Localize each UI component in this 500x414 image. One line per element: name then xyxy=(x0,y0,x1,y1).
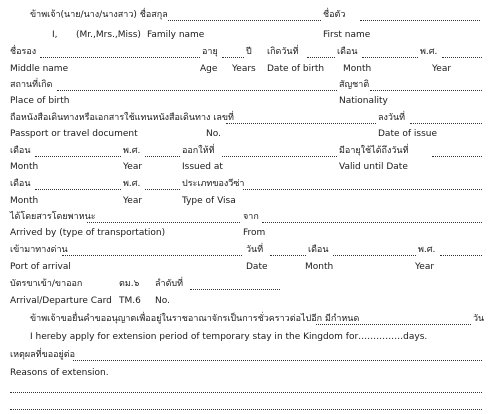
passport-no-label: No. xyxy=(206,129,221,139)
thai-firstname-label: ชื่อตัว xyxy=(323,10,346,20)
visa-type-field[interactable] xyxy=(243,188,482,190)
titles-label: (Mr.,Mrs.,Miss) xyxy=(76,30,141,40)
transport-field[interactable] xyxy=(87,221,240,223)
thai-nationality-label: สัญชาติ xyxy=(339,80,370,90)
first-name-label: First name xyxy=(323,30,371,40)
thai-issue-be-label: พ.ศ. xyxy=(123,146,141,156)
thai-issued-at-label: ออกให้ที่ xyxy=(182,146,215,156)
thai-issue-month-label: เดือน xyxy=(10,146,31,156)
thai-card-order-label: ลำดับที่ xyxy=(155,279,184,289)
arrival-month-field[interactable] xyxy=(333,254,416,256)
valid-month-label: Month xyxy=(10,196,39,206)
issue-year-label: Year xyxy=(123,162,143,172)
thai-tm6-label: ตม.๖ xyxy=(119,279,140,289)
nationality-field[interactable] xyxy=(370,89,482,91)
tm6-label: TM.6 xyxy=(119,296,141,306)
arrival-year-label: Year xyxy=(415,262,435,272)
thai-name-label: ข้าพเจ้า(นาย/นาง/นางสาว) ชื่อสกุล xyxy=(30,10,168,20)
thai-arrived-by-label: ได้โดยสารโดยพาหนะ xyxy=(10,212,96,222)
dob-year-field[interactable] xyxy=(442,56,482,58)
surname-field[interactable] xyxy=(168,19,321,21)
reasons-of-extension-label: Reasons of extension. xyxy=(10,368,109,378)
thai-age-label: อายุ xyxy=(202,47,218,57)
thai-arrival-be-label: พ.ศ. xyxy=(418,245,436,255)
thai-apply-label: ข้าพเจ้าขอยื่นคำขออนุญาตเพื่ออยู่ในราชอาณาจักรเป็นการชั่วคราวต่อไปอีก มีกำหนด xyxy=(30,314,360,324)
issued-at-label: Issued at xyxy=(182,162,223,172)
from-field[interactable] xyxy=(262,221,482,223)
issue-year-field[interactable] xyxy=(145,155,180,157)
thai-days-label: วัน xyxy=(473,314,485,324)
middle-name-label: Middle name xyxy=(10,64,69,74)
thai-arrival-month-label: เดือน xyxy=(308,245,329,255)
from-label: From xyxy=(243,228,266,238)
dob-day-field[interactable] xyxy=(307,56,335,58)
arrival-day-field[interactable] xyxy=(270,254,306,256)
thai-passport-label: ถือหนังสือเดินทางหรือเอกสารใช้แทนหนังสือเดินทาง เลขที่ xyxy=(10,113,234,123)
issue-month-label: Month xyxy=(10,162,39,172)
thai-issue-date-label: ลงวันที่ xyxy=(378,113,406,123)
thai-birthplace-label: สถานที่เกิด xyxy=(10,80,53,90)
port-of-arrival-label: Port of arrival xyxy=(10,262,71,272)
issue-month-field[interactable] xyxy=(35,155,121,157)
thai-dob-label: เกิดวันที่ xyxy=(267,47,299,57)
thai-port-label: เข้ามาทางด่าน xyxy=(10,245,68,255)
arrival-date-label: Date xyxy=(246,262,268,272)
years-label: Years xyxy=(232,64,256,74)
i-label: I, xyxy=(52,30,58,40)
birthplace-field[interactable] xyxy=(57,89,337,91)
arrived-by-label: Arrived by (type of transportation) xyxy=(10,228,166,238)
year-label: Year xyxy=(432,64,452,74)
reason-field[interactable] xyxy=(73,359,482,361)
valid-year-label: Year xyxy=(123,196,143,206)
date-of-issue-label: Date of issue xyxy=(378,129,438,139)
extension-days-field[interactable] xyxy=(316,323,471,325)
thai-month-label: เดือน xyxy=(337,47,358,57)
valid-month-field[interactable] xyxy=(35,188,121,190)
arrival-departure-card-label: Arrival/Departure Card xyxy=(10,296,112,306)
valid-until-label: Valid until Date xyxy=(339,162,408,172)
place-of-birth-label: Place of birth xyxy=(10,96,70,106)
valid-year-field[interactable] xyxy=(145,188,180,190)
issue-date-field[interactable] xyxy=(410,122,482,124)
age-label: Age xyxy=(200,64,218,74)
arrival-month-label: Month xyxy=(305,262,334,272)
thai-be-label: พ.ศ. xyxy=(420,47,438,57)
middle-name-field[interactable] xyxy=(40,56,200,58)
family-name-label: Family name xyxy=(147,30,205,40)
valid-until-field[interactable] xyxy=(432,155,482,157)
nationality-label: Nationality xyxy=(339,96,388,106)
card-no-label: No. xyxy=(155,296,170,306)
passport-number-field[interactable] xyxy=(226,122,376,124)
thai-valid-be-label: พ.ศ. xyxy=(123,179,141,189)
date-of-birth-label: Date of birth xyxy=(267,64,325,74)
issued-at-field[interactable] xyxy=(222,155,337,157)
thai-years-label: ปี xyxy=(246,47,252,57)
thai-valid-until-label: มีอายุใช้ได้ถึงวันที่ xyxy=(339,146,409,156)
thai-arrival-date-label: วันที่ xyxy=(246,245,264,255)
thai-reason-label: เหตุผลที่ขออยู่ต่อ xyxy=(10,350,76,360)
thai-from-label: จาก xyxy=(243,212,259,222)
thai-visa-type-label: ประเภทของวีซ่า xyxy=(182,179,245,189)
card-number-field[interactable] xyxy=(190,288,280,290)
thai-middle-name-label: ชื่อรอง xyxy=(10,47,37,57)
type-of-visa-label: Type of Visa xyxy=(182,196,236,206)
thai-valid-month-label: เดือน xyxy=(10,179,31,189)
apply-extension-label: I hereby apply for extension period of temporary stay in the Kingdom for……………days. xyxy=(30,332,428,342)
month-label: Month xyxy=(343,64,372,74)
reason-line-2[interactable] xyxy=(10,408,482,410)
reason-line-1[interactable] xyxy=(10,391,482,393)
port-of-arrival-field[interactable] xyxy=(62,254,242,256)
dob-month-field[interactable] xyxy=(362,56,418,58)
thai-card-label: บัตรขาเข้า/ขาออก xyxy=(10,279,83,289)
firstname-field[interactable] xyxy=(360,19,480,21)
passport-label: Passport or travel document xyxy=(10,129,138,139)
age-field[interactable] xyxy=(222,56,244,58)
arrival-year-field[interactable] xyxy=(440,254,482,256)
